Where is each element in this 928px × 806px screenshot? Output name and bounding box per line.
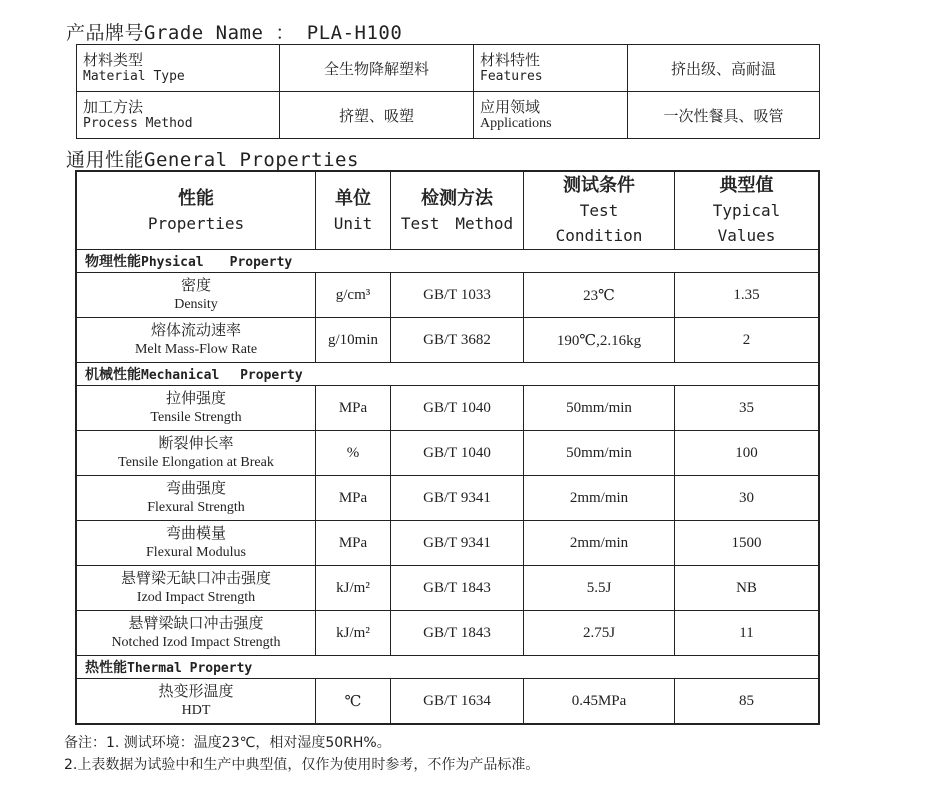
note-line-2: 2.上表数据为试验中和生产中典型值，仅作为使用时参考，不作为产品标准。 — [64, 757, 540, 773]
header-typical-en1: Typical — [712, 201, 781, 220]
header-condition-cn: 测试条件 — [563, 175, 635, 196]
value-cell: 11 — [675, 611, 820, 656]
condition-cell: 2.75J — [524, 611, 675, 656]
section-thermal-cn: 热性能 — [85, 660, 127, 676]
info-row — [77, 92, 820, 139]
table-row-mfr — [76, 318, 819, 363]
method-cell: GB/T 1843 — [391, 611, 524, 656]
header-typical-en2: Values — [717, 226, 776, 245]
table-row-izod — [76, 566, 819, 611]
property-name-en: Flexural Modulus — [146, 545, 246, 560]
property-name-cn: 悬臂梁无缺口冲击强度 — [120, 569, 271, 587]
condition-cell: 23℃ — [524, 273, 675, 318]
property-name-en: Melt Mass-Flow Rate — [134, 342, 258, 357]
property-name — [76, 318, 316, 363]
properties-table — [75, 170, 820, 725]
property-name-cn: 弯曲模量 — [165, 524, 226, 542]
info-row — [77, 45, 820, 92]
note-line-1: 备注：1. 测试环境：温度23℃，相对湿度50RH%。 — [64, 735, 391, 751]
value-cell: 1.35 — [675, 273, 820, 318]
value-cell: 30 — [675, 476, 820, 521]
section-thermal-label — [76, 656, 819, 679]
property-name-en: Izod Impact Strength — [136, 590, 256, 605]
property-name-en: Flexural Strength — [147, 500, 245, 515]
applications-label — [474, 92, 628, 139]
header-method — [391, 171, 524, 250]
header-properties-cn: 性能 — [178, 187, 214, 209]
property-name-en: Density — [174, 297, 218, 312]
process-label-cn: 加工方法 — [83, 98, 144, 116]
table-row-elongation — [76, 431, 819, 476]
table-row-flex-modulus — [76, 521, 819, 566]
method-cell: GB/T 1033 — [391, 273, 524, 318]
value-cell: 35 — [675, 386, 820, 431]
method-cell: GB/T 1040 — [391, 386, 524, 431]
value-cell: 1500 — [675, 521, 820, 566]
section-physical — [76, 250, 819, 273]
value-cell: 100 — [675, 431, 820, 476]
property-name-en: HDT — [181, 703, 211, 718]
section-physical-cn: 物理性能 — [85, 254, 141, 270]
material-type-value: 全生物降解塑料 — [280, 45, 474, 92]
property-name — [76, 431, 316, 476]
header-properties-en: Properties — [147, 213, 245, 233]
unit-cell: MPa — [316, 476, 391, 521]
value-cell: 85 — [675, 679, 820, 725]
applications-value: 一次性餐具、吸管 — [628, 92, 820, 139]
value-cell: 2 — [675, 318, 820, 363]
method-cell: GB/T 1634 — [391, 679, 524, 725]
header-typical — [675, 171, 820, 250]
material-info-table — [76, 44, 820, 139]
table-row-density — [76, 273, 819, 318]
unit-cell: % — [316, 431, 391, 476]
unit-cell: kJ/m² — [316, 611, 391, 656]
property-name-cn: 悬臂梁缺口冲击强度 — [128, 614, 264, 632]
condition-cell: 50mm/min — [524, 386, 675, 431]
header-condition — [524, 171, 675, 250]
condition-cell: 0.45MPa — [524, 679, 675, 725]
method-cell: GB/T 1040 — [391, 431, 524, 476]
property-name-en: Tensile Elongation at Break — [118, 455, 274, 470]
header-condition-en1: Test — [579, 201, 619, 220]
header-unit — [316, 171, 391, 250]
unit-cell: kJ/m² — [316, 566, 391, 611]
condition-cell: 5.5J — [524, 566, 675, 611]
property-name — [76, 476, 316, 521]
condition-cell: 2mm/min — [524, 521, 675, 566]
value-cell: NB — [675, 566, 820, 611]
features-value: 挤出级、高耐温 — [628, 45, 820, 92]
section-mechanical-label — [76, 363, 819, 386]
section-thermal — [76, 656, 819, 679]
method-cell: GB/T 9341 — [391, 521, 524, 566]
section-mechanical-cn: 机械性能 — [85, 367, 141, 383]
header-method-cn: 检测方法 — [421, 187, 493, 209]
unit-cell: MPa — [316, 386, 391, 431]
property-name-cn: 弯曲强度 — [165, 479, 226, 497]
property-name-en: Notched Izod Impact Strength — [111, 635, 281, 650]
property-name-cn: 拉伸强度 — [165, 389, 226, 407]
header-properties — [76, 171, 316, 250]
property-name — [76, 521, 316, 566]
process-label — [77, 92, 280, 139]
table-row-tensile — [76, 386, 819, 431]
unit-cell: ℃ — [316, 679, 391, 725]
property-name-cn: 熔体流动速率 — [150, 321, 241, 339]
notes — [64, 732, 539, 776]
material-type-label — [77, 45, 280, 92]
section-mechanical — [76, 363, 819, 386]
header-unit-en: Unit — [333, 213, 373, 233]
header-condition-en2: Condition — [555, 226, 643, 245]
property-name-en: Tensile Strength — [150, 410, 242, 425]
features-label — [474, 45, 628, 92]
unit-cell: g/cm³ — [316, 273, 391, 318]
material-type-label-cn: 材料类型 — [83, 51, 144, 69]
features-label-cn: 材料特性 — [480, 51, 541, 69]
condition-cell: 2mm/min — [524, 476, 675, 521]
header-typical-cn: 典型值 — [719, 175, 774, 196]
condition-cell: 50mm/min — [524, 431, 675, 476]
applications-label-cn: 应用领域 — [480, 98, 541, 116]
process-label-en: Process Method — [83, 116, 193, 131]
property-name-cn: 热变形温度 — [158, 682, 234, 700]
section-mechanical-en: Mechanical Property — [141, 368, 303, 383]
header-row — [76, 171, 819, 250]
section-physical-en: Physical Property — [141, 255, 293, 270]
property-name-cn: 密度 — [180, 276, 211, 294]
unit-cell: g/10min — [316, 318, 391, 363]
unit-cell: MPa — [316, 521, 391, 566]
property-name — [76, 273, 316, 318]
property-name-cn: 断裂伸长率 — [158, 434, 234, 452]
method-cell: GB/T 3682 — [391, 318, 524, 363]
header-method-en: Test Method — [400, 213, 514, 233]
table-row-notched-izod — [76, 611, 819, 656]
material-type-label-en: Material Type — [83, 69, 185, 84]
method-cell: GB/T 9341 — [391, 476, 524, 521]
process-value: 挤塑、吸塑 — [280, 92, 474, 139]
table-row-hdt — [76, 679, 819, 725]
general-properties-title: 通用性能General Properties — [66, 149, 359, 171]
grade-title: 产品牌号Grade Name ： PLA-H100 — [66, 22, 403, 44]
table-row-flex-strength — [76, 476, 819, 521]
property-name — [76, 386, 316, 431]
condition-cell: 190℃,2.16kg — [524, 318, 675, 363]
property-name — [76, 611, 316, 656]
header-unit-cn: 单位 — [335, 187, 371, 209]
section-thermal-en: Thermal Property — [127, 661, 253, 676]
applications-label-en: Applications — [480, 116, 552, 131]
property-name — [76, 566, 316, 611]
method-cell: GB/T 1843 — [391, 566, 524, 611]
features-label-en: Features — [480, 69, 543, 84]
section-physical-label — [76, 250, 819, 273]
property-name — [76, 679, 316, 725]
